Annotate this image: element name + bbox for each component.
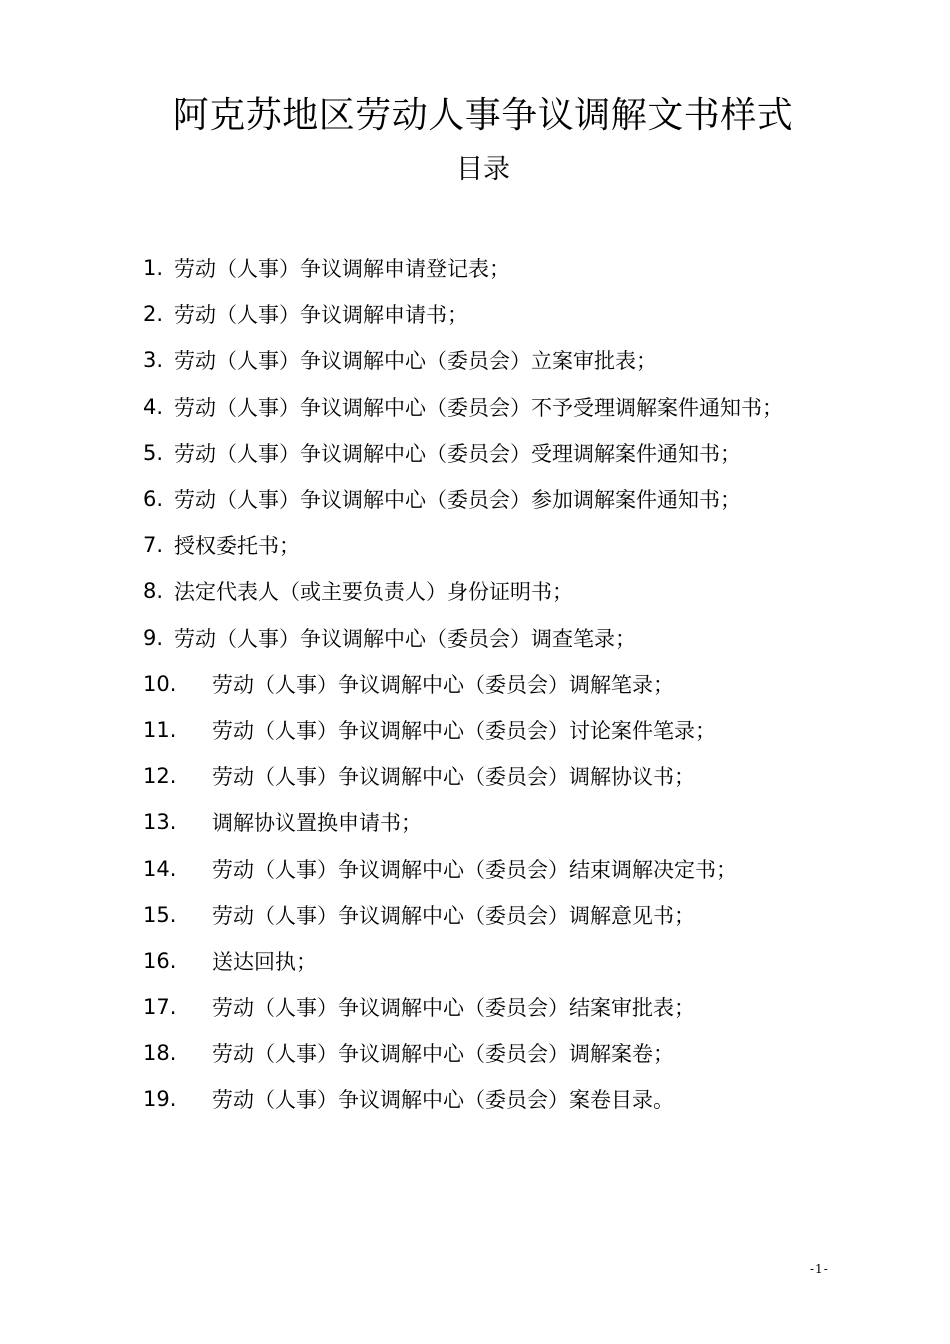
toc-item xyxy=(143,384,843,430)
toc-item-text: 劳动（人事）争议调解中心（委员会）结束调解决定书； xyxy=(212,857,737,882)
toc-item-text: 劳动（人事）争议调解中心（委员会）立案审批表； xyxy=(174,349,657,374)
toc-item-text: 劳动（人事）争议调解中心（委员会）调解协议书； xyxy=(212,765,695,790)
document-subtitle: 目录 xyxy=(456,154,510,185)
toc-item-text: 劳动（人事）争议调解中心（委员会）参加调解案件通知书； xyxy=(174,488,741,513)
toc-item-text: 劳动（人事）争议调解中心（委员会）调解意见书； xyxy=(212,903,695,928)
toc-item-text: 劳动（人事）争议调解中心（委员会）不予受理调解案件通知书； xyxy=(174,395,783,420)
toc-item-text: 劳动（人事）争议调解中心（委员会）调解笔录； xyxy=(212,672,674,697)
toc-item xyxy=(143,568,843,614)
toc-item-text: 劳动（人事）争议调解申请登记表； xyxy=(174,257,510,282)
toc-item-text: 劳动（人事）争议调解中心（委员会）调查笔录； xyxy=(174,626,636,651)
toc-item-number: 14. xyxy=(143,856,177,881)
toc-item xyxy=(143,753,843,799)
toc-item xyxy=(143,984,843,1030)
toc-item-number: 13. xyxy=(143,810,177,835)
toc-item-text: 劳动（人事）争议调解中心（委员会）讨论案件笔录； xyxy=(212,718,716,743)
toc-item xyxy=(143,707,843,753)
toc-item xyxy=(143,938,843,984)
toc-item-number: 19. xyxy=(143,1087,177,1112)
toc-item-number: 18. xyxy=(143,1041,177,1066)
toc-item xyxy=(143,845,843,891)
toc-item-text: 法定代表人（或主要负责人）身份证明书； xyxy=(174,580,573,605)
toc-item-number: 12. xyxy=(143,764,177,789)
toc-item-number: 15. xyxy=(143,902,177,927)
toc-item-text: 调解协议置换申请书； xyxy=(212,811,422,836)
toc-item-number: 17. xyxy=(143,995,177,1020)
toc-item xyxy=(143,1076,843,1122)
toc-item-number: 9. xyxy=(143,625,164,650)
toc-item-text: 送达回执； xyxy=(212,949,317,974)
toc-item-text: 劳动（人事）争议调解中心（委员会）案卷目录。 xyxy=(212,1088,674,1113)
toc-item-number: 3. xyxy=(143,348,164,373)
toc-item-text: 劳动（人事）争议调解申请书； xyxy=(174,303,468,328)
toc-item-number: 16. xyxy=(143,948,177,973)
toc-item-number: 4. xyxy=(143,394,164,419)
toc-item-number: 2. xyxy=(143,302,164,327)
toc-item-number: 1. xyxy=(143,256,164,281)
toc-item xyxy=(143,245,843,291)
toc-item xyxy=(143,892,843,938)
toc-item xyxy=(143,430,843,476)
toc-item xyxy=(143,661,843,707)
toc-item xyxy=(143,522,843,568)
table-of-contents xyxy=(143,245,843,1123)
toc-item-text: 劳动（人事）争议调解中心（委员会）结案审批表； xyxy=(212,996,695,1021)
toc-item-number: 7. xyxy=(143,533,164,558)
toc-item-number: 11. xyxy=(143,717,177,742)
toc-item xyxy=(143,1030,843,1076)
toc-item xyxy=(143,615,843,661)
toc-item xyxy=(143,337,843,383)
document-title: 阿克苏地区劳动人事争议调解文书样式 xyxy=(172,95,794,136)
toc-item xyxy=(143,476,843,522)
toc-item-text: 劳动（人事）争议调解中心（委员会）调解案卷； xyxy=(212,1042,674,1067)
toc-item-number: 5. xyxy=(143,440,164,465)
toc-item xyxy=(143,799,843,845)
toc-item-number: 10. xyxy=(143,671,177,696)
toc-item-text: 授权委托书； xyxy=(174,534,300,559)
toc-item-number: 8. xyxy=(143,579,164,604)
toc-item-text: 劳动（人事）争议调解中心（委员会）受理调解案件通知书； xyxy=(174,441,741,466)
toc-item xyxy=(143,291,843,337)
page-number: -1- xyxy=(810,1262,829,1276)
toc-item-number: 6. xyxy=(143,487,164,512)
